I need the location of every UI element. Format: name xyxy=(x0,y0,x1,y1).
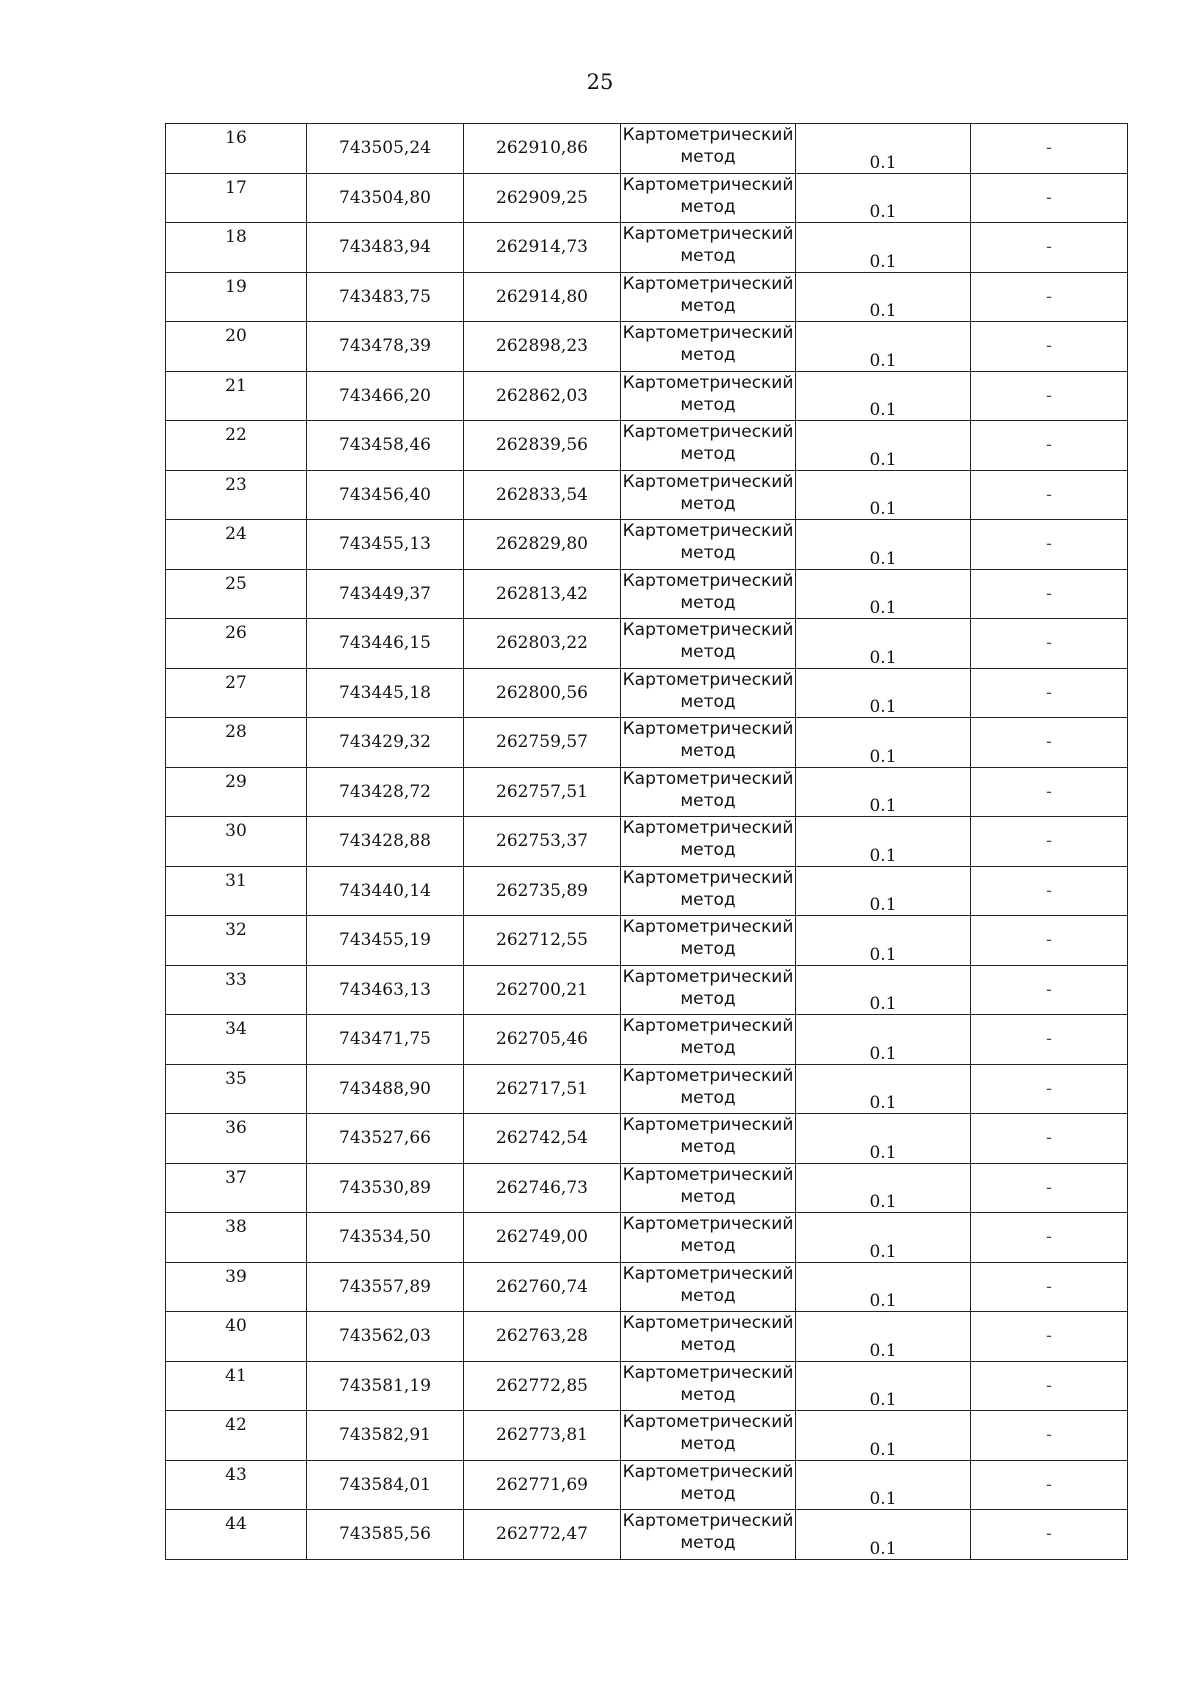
y-coordinate: 262712,55 xyxy=(464,916,621,966)
accuracy-value: 0.1 xyxy=(796,421,971,471)
y-coordinate: 262742,54 xyxy=(464,1114,621,1164)
y-coordinate: 262749,00 xyxy=(464,1213,621,1263)
table-row xyxy=(166,1262,1128,1312)
accuracy-value: 0.1 xyxy=(796,223,971,273)
y-coordinate: 262773,81 xyxy=(464,1411,621,1461)
x-coordinate: 743428,88 xyxy=(307,817,464,867)
table-row xyxy=(166,619,1128,669)
method-line-2: метод xyxy=(680,988,736,1009)
method-line-1: Картометрический xyxy=(622,966,794,987)
point-number-cell xyxy=(166,272,307,322)
method-line-1: Картометрический xyxy=(622,768,794,789)
table-row xyxy=(166,569,1128,619)
accuracy-value: 0.1 xyxy=(796,718,971,768)
note-dash: - xyxy=(971,668,1128,718)
accuracy-value: 0.1 xyxy=(796,1460,971,1510)
x-coordinate: 743483,75 xyxy=(307,272,464,322)
x-coordinate: 743428,72 xyxy=(307,767,464,817)
method-line-2: метод xyxy=(680,444,736,464)
point-number: 27 xyxy=(225,672,247,693)
table-row xyxy=(166,916,1128,966)
y-coordinate: 262771,69 xyxy=(464,1460,621,1510)
table-row xyxy=(166,322,1128,372)
method-line-2: метод xyxy=(680,543,736,563)
method-cell xyxy=(621,817,796,867)
point-number: 33 xyxy=(225,969,247,990)
method-cell xyxy=(621,1312,796,1362)
y-coordinate: 262803,22 xyxy=(464,619,621,669)
method-line-1: Картометрический xyxy=(622,174,794,195)
point-number-cell xyxy=(166,124,307,174)
x-coordinate: 743562,03 xyxy=(307,1312,464,1362)
note-dash: - xyxy=(971,272,1128,322)
method-line-1: Картометрический xyxy=(622,1164,794,1185)
note-dash: - xyxy=(971,569,1128,619)
note-dash: - xyxy=(971,1114,1128,1164)
method-cell xyxy=(621,1361,796,1411)
accuracy-value: 0.1 xyxy=(796,371,971,421)
point-number: 34 xyxy=(225,1019,247,1039)
table-row xyxy=(166,1510,1128,1560)
method-line-2: метод xyxy=(680,493,736,514)
method-cell xyxy=(621,272,796,322)
point-number-cell xyxy=(166,173,307,223)
point-number-cell xyxy=(166,718,307,768)
point-number-cell xyxy=(166,1114,307,1164)
y-coordinate: 262833,54 xyxy=(464,470,621,520)
point-number: 44 xyxy=(225,1514,247,1534)
method-line-2: метод xyxy=(680,1186,736,1207)
y-coordinate: 262772,47 xyxy=(464,1510,621,1560)
x-coordinate: 743584,01 xyxy=(307,1460,464,1510)
note-dash: - xyxy=(971,124,1128,174)
method-line-1: Картометрический xyxy=(622,1461,794,1482)
method-line-2: метод xyxy=(680,295,736,316)
point-number: 38 xyxy=(225,1217,247,1237)
method-line-1: Картометрический xyxy=(622,224,794,244)
method-cell xyxy=(621,916,796,966)
x-coordinate: 743585,56 xyxy=(307,1510,464,1560)
point-number-cell xyxy=(166,223,307,273)
point-number: 41 xyxy=(225,1365,247,1386)
note-dash: - xyxy=(971,817,1128,867)
note-dash: - xyxy=(971,1411,1128,1461)
table-row xyxy=(166,1312,1128,1362)
method-cell xyxy=(621,1114,796,1164)
x-coordinate: 743455,19 xyxy=(307,916,464,966)
method-line-1: Картометрический xyxy=(622,570,794,591)
note-dash: - xyxy=(971,1015,1128,1065)
x-coordinate: 743471,75 xyxy=(307,1015,464,1065)
method-cell xyxy=(621,866,796,916)
method-cell xyxy=(621,619,796,669)
x-coordinate: 743429,32 xyxy=(307,718,464,768)
y-coordinate: 262759,57 xyxy=(464,718,621,768)
point-number-cell xyxy=(166,1460,307,1510)
point-number-cell xyxy=(166,1015,307,1065)
method-line-1: Картометрический xyxy=(622,422,794,442)
method-line-2: метод xyxy=(680,1434,736,1454)
point-number: 30 xyxy=(225,821,247,841)
method-line-2: метод xyxy=(680,1483,736,1504)
method-cell xyxy=(621,1411,796,1461)
method-line-1: Картометрический xyxy=(622,669,794,690)
point-number-cell xyxy=(166,916,307,966)
accuracy-value: 0.1 xyxy=(796,470,971,520)
table-row xyxy=(166,470,1128,520)
method-line-1: Картометрический xyxy=(622,917,794,937)
method-line-2: метод xyxy=(680,147,736,167)
point-number: 20 xyxy=(225,326,247,346)
method-cell xyxy=(621,470,796,520)
accuracy-value: 0.1 xyxy=(796,1213,971,1263)
method-line-1: Картометрический xyxy=(622,1263,794,1284)
accuracy-value: 0.1 xyxy=(796,916,971,966)
note-dash: - xyxy=(971,1163,1128,1213)
table-body xyxy=(166,124,1128,1560)
method-line-1: Картометрический xyxy=(622,719,794,739)
point-number-cell xyxy=(166,1361,307,1411)
method-line-2: метод xyxy=(680,196,736,217)
method-line-1: Картометрический xyxy=(622,372,794,393)
point-number: 36 xyxy=(225,1118,247,1138)
x-coordinate: 743581,19 xyxy=(307,1361,464,1411)
table-row xyxy=(166,718,1128,768)
point-number: 35 xyxy=(225,1068,247,1089)
method-line-1: Картометрический xyxy=(622,867,794,888)
y-coordinate: 262705,46 xyxy=(464,1015,621,1065)
method-cell xyxy=(621,767,796,817)
point-number: 42 xyxy=(225,1415,247,1435)
table-row xyxy=(166,124,1128,174)
method-line-2: метод xyxy=(680,939,736,959)
accuracy-value: 0.1 xyxy=(796,124,971,174)
note-dash: - xyxy=(971,322,1128,372)
table-row xyxy=(166,173,1128,223)
y-coordinate: 262898,23 xyxy=(464,322,621,372)
table-row xyxy=(166,767,1128,817)
x-coordinate: 743456,40 xyxy=(307,470,464,520)
point-number: 21 xyxy=(225,375,247,396)
x-coordinate: 743582,91 xyxy=(307,1411,464,1461)
method-cell xyxy=(621,1163,796,1213)
accuracy-value: 0.1 xyxy=(796,767,971,817)
note-dash: - xyxy=(971,1262,1128,1312)
method-line-1: Картометрический xyxy=(622,323,794,343)
method-cell xyxy=(621,371,796,421)
accuracy-value: 0.1 xyxy=(796,1015,971,1065)
y-coordinate: 262910,86 xyxy=(464,124,621,174)
point-number-cell xyxy=(166,371,307,421)
point-number-cell xyxy=(166,421,307,471)
method-line-1: Картометрический xyxy=(622,521,794,541)
method-line-2: метод xyxy=(680,642,736,662)
method-line-2: метод xyxy=(680,790,736,811)
point-number-cell xyxy=(166,668,307,718)
x-coordinate: 743466,20 xyxy=(307,371,464,421)
accuracy-value: 0.1 xyxy=(796,965,971,1015)
method-line-2: метод xyxy=(680,741,736,761)
table-row xyxy=(166,1064,1128,1114)
y-coordinate: 262717,51 xyxy=(464,1064,621,1114)
table-row xyxy=(166,1213,1128,1263)
method-cell xyxy=(621,223,796,273)
point-number: 31 xyxy=(225,870,247,891)
note-dash: - xyxy=(971,1312,1128,1362)
method-cell xyxy=(621,1213,796,1263)
point-number: 28 xyxy=(225,722,247,742)
method-line-1: Картометрический xyxy=(622,1214,794,1234)
method-line-1: Картометрический xyxy=(622,1016,794,1036)
method-line-2: метод xyxy=(680,1533,736,1553)
y-coordinate: 262914,80 xyxy=(464,272,621,322)
table-row xyxy=(166,272,1128,322)
x-coordinate: 743557,89 xyxy=(307,1262,464,1312)
note-dash: - xyxy=(971,965,1128,1015)
accuracy-value: 0.1 xyxy=(796,668,971,718)
y-coordinate: 262735,89 xyxy=(464,866,621,916)
accuracy-value: 0.1 xyxy=(796,569,971,619)
table-row xyxy=(166,421,1128,471)
point-number-cell xyxy=(166,520,307,570)
note-dash: - xyxy=(971,767,1128,817)
note-dash: - xyxy=(971,173,1128,223)
method-line-2: метод xyxy=(680,246,736,266)
accuracy-value: 0.1 xyxy=(796,1361,971,1411)
x-coordinate: 743463,13 xyxy=(307,965,464,1015)
accuracy-value: 0.1 xyxy=(796,1312,971,1362)
point-number-cell xyxy=(166,1163,307,1213)
point-number: 19 xyxy=(225,276,247,297)
y-coordinate: 262909,25 xyxy=(464,173,621,223)
table-row xyxy=(166,1460,1128,1510)
method-cell xyxy=(621,668,796,718)
table-row xyxy=(166,1015,1128,1065)
y-coordinate: 262700,21 xyxy=(464,965,621,1015)
point-number: 29 xyxy=(225,771,247,792)
method-line-2: метод xyxy=(680,345,736,365)
point-number: 16 xyxy=(225,128,247,148)
point-number-cell xyxy=(166,965,307,1015)
method-line-2: метод xyxy=(680,592,736,613)
accuracy-value: 0.1 xyxy=(796,1114,971,1164)
point-number: 25 xyxy=(225,573,247,594)
table-row xyxy=(166,668,1128,718)
method-cell xyxy=(621,1460,796,1510)
point-number-cell xyxy=(166,817,307,867)
method-cell xyxy=(621,1064,796,1114)
method-line-1: Картометрический xyxy=(622,471,794,492)
x-coordinate: 743440,14 xyxy=(307,866,464,916)
method-line-2: метод xyxy=(680,889,736,910)
point-number-cell xyxy=(166,322,307,372)
point-number: 22 xyxy=(225,425,247,445)
table-row xyxy=(166,371,1128,421)
x-coordinate: 743530,89 xyxy=(307,1163,464,1213)
method-cell xyxy=(621,1262,796,1312)
point-number-cell xyxy=(166,1262,307,1312)
note-dash: - xyxy=(971,718,1128,768)
x-coordinate: 743527,66 xyxy=(307,1114,464,1164)
accuracy-value: 0.1 xyxy=(796,173,971,223)
point-number: 43 xyxy=(225,1464,247,1485)
method-cell xyxy=(621,124,796,174)
coordinates-table xyxy=(165,123,1128,1560)
method-line-1: Картометрический xyxy=(622,1065,794,1086)
y-coordinate: 262753,37 xyxy=(464,817,621,867)
accuracy-value: 0.1 xyxy=(796,1411,971,1461)
accuracy-value: 0.1 xyxy=(796,1510,971,1560)
method-cell xyxy=(621,173,796,223)
note-dash: - xyxy=(971,916,1128,966)
y-coordinate: 262760,74 xyxy=(464,1262,621,1312)
method-line-2: метод xyxy=(680,1335,736,1355)
x-coordinate: 743483,94 xyxy=(307,223,464,273)
x-coordinate: 743445,18 xyxy=(307,668,464,718)
y-coordinate: 262839,56 xyxy=(464,421,621,471)
y-coordinate: 262800,56 xyxy=(464,668,621,718)
x-coordinate: 743505,24 xyxy=(307,124,464,174)
method-line-1: Картометрический xyxy=(622,1362,794,1383)
table-row xyxy=(166,520,1128,570)
y-coordinate: 262862,03 xyxy=(464,371,621,421)
method-cell xyxy=(621,718,796,768)
point-number: 18 xyxy=(225,227,247,247)
method-cell xyxy=(621,520,796,570)
method-line-2: метод xyxy=(680,1236,736,1256)
note-dash: - xyxy=(971,1460,1128,1510)
point-number: 26 xyxy=(225,623,247,643)
note-dash: - xyxy=(971,470,1128,520)
point-number: 24 xyxy=(225,524,247,544)
method-line-1: Картометрический xyxy=(622,818,794,838)
note-dash: - xyxy=(971,1213,1128,1263)
method-cell xyxy=(621,421,796,471)
method-line-2: метод xyxy=(680,1137,736,1157)
table-row xyxy=(166,965,1128,1015)
method-cell xyxy=(621,1510,796,1560)
table-row xyxy=(166,866,1128,916)
method-cell xyxy=(621,965,796,1015)
accuracy-value: 0.1 xyxy=(796,619,971,669)
method-cell xyxy=(621,569,796,619)
x-coordinate: 743455,13 xyxy=(307,520,464,570)
x-coordinate: 743478,39 xyxy=(307,322,464,372)
point-number: 23 xyxy=(225,474,247,495)
accuracy-value: 0.1 xyxy=(796,322,971,372)
method-line-1: Картометрический xyxy=(622,273,794,294)
point-number: 39 xyxy=(225,1266,247,1287)
y-coordinate: 262757,51 xyxy=(464,767,621,817)
table-row xyxy=(166,1411,1128,1461)
note-dash: - xyxy=(971,371,1128,421)
point-number-cell xyxy=(166,569,307,619)
page-number: 25 xyxy=(586,70,614,94)
point-number-cell xyxy=(166,1411,307,1461)
note-dash: - xyxy=(971,520,1128,570)
table-row xyxy=(166,223,1128,273)
note-dash: - xyxy=(971,619,1128,669)
method-cell xyxy=(621,1015,796,1065)
accuracy-value: 0.1 xyxy=(796,817,971,867)
table-row xyxy=(166,1114,1128,1164)
method-line-1: Картометрический xyxy=(622,1313,794,1333)
point-number-cell xyxy=(166,1312,307,1362)
accuracy-value: 0.1 xyxy=(796,520,971,570)
note-dash: - xyxy=(971,1361,1128,1411)
x-coordinate: 743534,50 xyxy=(307,1213,464,1263)
x-coordinate: 743488,90 xyxy=(307,1064,464,1114)
method-line-2: метод xyxy=(680,394,736,415)
point-number: 32 xyxy=(225,920,247,940)
accuracy-value: 0.1 xyxy=(796,1163,971,1213)
y-coordinate: 262813,42 xyxy=(464,569,621,619)
x-coordinate: 743504,80 xyxy=(307,173,464,223)
y-coordinate: 262763,28 xyxy=(464,1312,621,1362)
note-dash: - xyxy=(971,1064,1128,1114)
y-coordinate: 262746,73 xyxy=(464,1163,621,1213)
method-line-1: Картометрический xyxy=(622,125,794,145)
point-number: 37 xyxy=(225,1167,247,1188)
point-number: 40 xyxy=(225,1316,247,1336)
method-line-2: метод xyxy=(680,691,736,712)
note-dash: - xyxy=(971,421,1128,471)
y-coordinate: 262772,85 xyxy=(464,1361,621,1411)
point-number-cell xyxy=(166,619,307,669)
point-number-cell xyxy=(166,1213,307,1263)
y-coordinate: 262914,73 xyxy=(464,223,621,273)
x-coordinate: 743449,37 xyxy=(307,569,464,619)
method-line-1: Картометрический xyxy=(622,1115,794,1135)
point-number-cell xyxy=(166,866,307,916)
point-number-cell xyxy=(166,767,307,817)
x-coordinate: 743458,46 xyxy=(307,421,464,471)
accuracy-value: 0.1 xyxy=(796,1262,971,1312)
note-dash: - xyxy=(971,223,1128,273)
point-number-cell xyxy=(166,470,307,520)
note-dash: - xyxy=(971,1510,1128,1560)
x-coordinate: 743446,15 xyxy=(307,619,464,669)
accuracy-value: 0.1 xyxy=(796,1064,971,1114)
method-line-1: Картометрический xyxy=(622,620,794,640)
method-line-2: метод xyxy=(680,840,736,860)
table-row xyxy=(166,1163,1128,1213)
accuracy-value: 0.1 xyxy=(796,272,971,322)
accuracy-value: 0.1 xyxy=(796,866,971,916)
point-number: 17 xyxy=(225,177,247,198)
method-line-1: Картометрический xyxy=(622,1412,794,1432)
note-dash: - xyxy=(971,866,1128,916)
method-line-1: Картометрический xyxy=(622,1511,794,1531)
method-line-2: метод xyxy=(680,1384,736,1405)
table-row xyxy=(166,1361,1128,1411)
table-row xyxy=(166,817,1128,867)
point-number-cell xyxy=(166,1064,307,1114)
method-line-2: метод xyxy=(680,1038,736,1058)
y-coordinate: 262829,80 xyxy=(464,520,621,570)
method-line-2: метод xyxy=(680,1087,736,1108)
point-number-cell xyxy=(166,1510,307,1560)
method-cell xyxy=(621,322,796,372)
method-line-2: метод xyxy=(680,1285,736,1306)
